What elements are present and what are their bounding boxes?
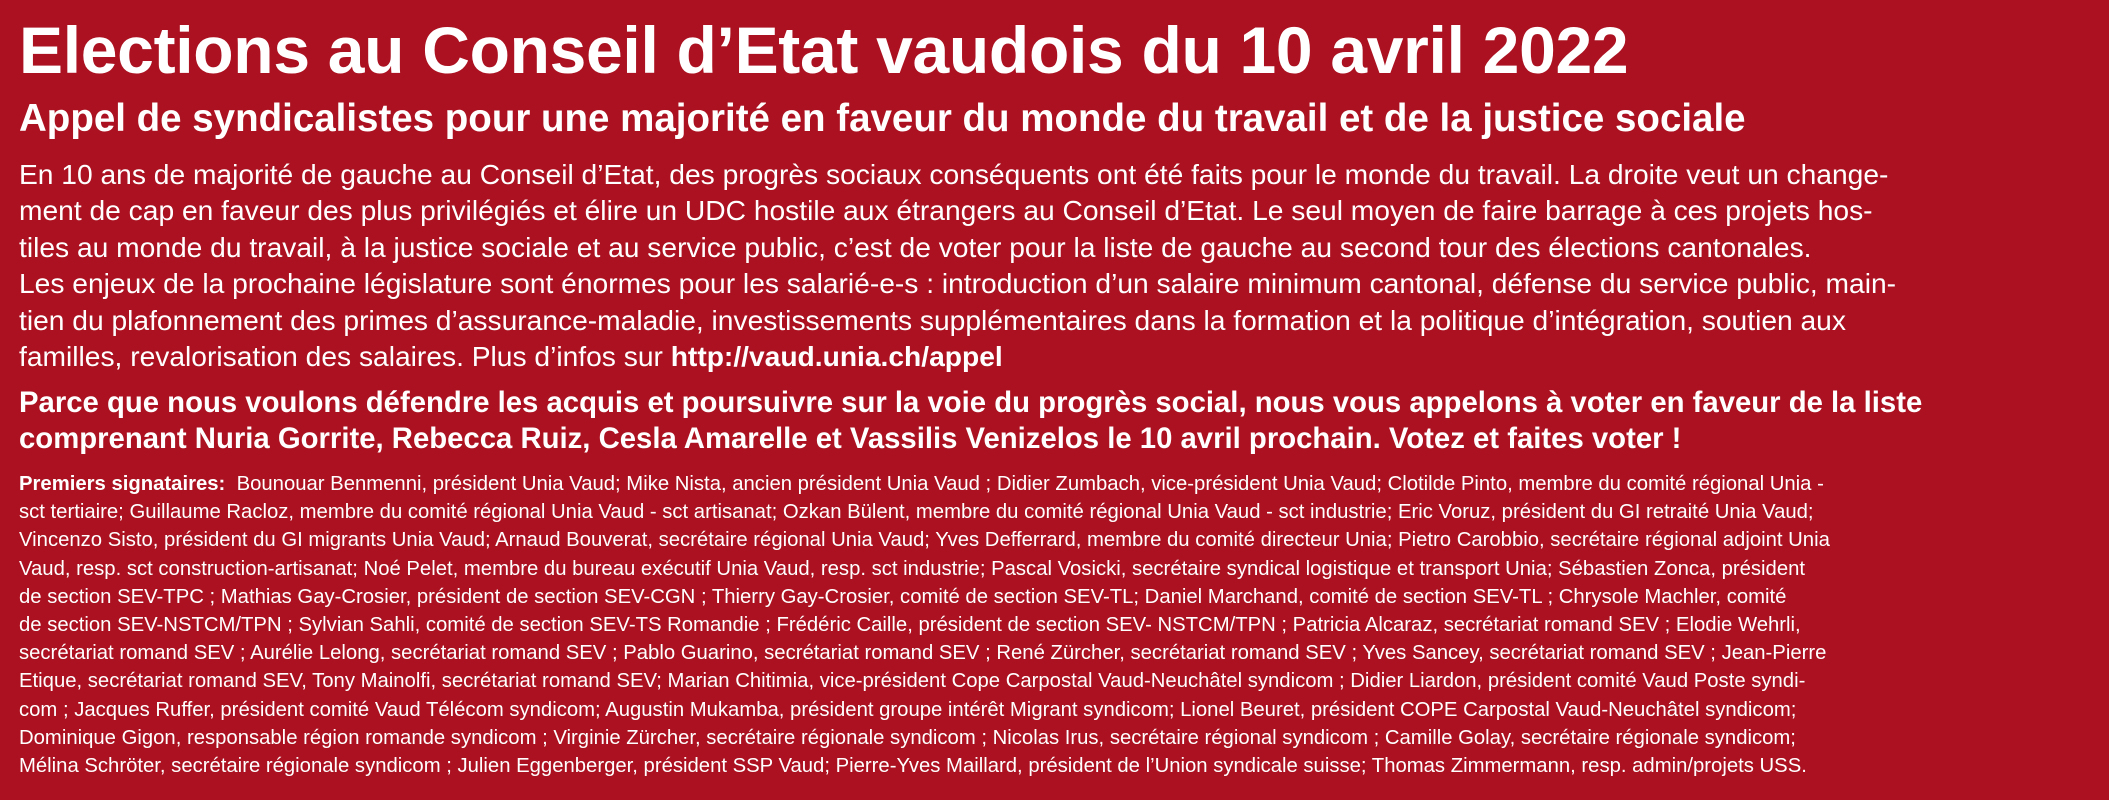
page-title: Elections au Conseil d’Etat vaudois du 10 avril 2022 (19, 13, 1629, 87)
signatories-first-line (19, 470, 2094, 498)
body-line-prefix: familles, revalorisation des salaires. Plus d’infos sur (19, 340, 671, 373)
body-line: Les enjeux de la prochaine législature sont énormes pour les salarié-e-s : introduction d’un salaire minimum cantonal, défense du service public, main- (19, 267, 1897, 300)
signatories-label: Premiers signataires: (19, 473, 226, 495)
body-line-last (19, 338, 2094, 374)
signatories-line: secrétariat romand SEV ; Aurélie Lelong, secrétariat romand SEV ; Pablo Guarino, secrétariat romand SEV ; René Zürcher, secrétariat romand SEV ; Yves Sancey, secrétariat romand SEV ; Jean-Pierre (19, 642, 1827, 665)
signatories-line: de section SEV-NSTCM/TPN ; Sylvian Sahli, comité de section SEV-TS Romandie ; Frédéric Caille, président de section SEV- NSTCM/TPN ; Patricia Alcaraz, secrétariat romand SEV ; Elodie Wehrli, (19, 614, 1801, 637)
appeal-paragraph (19, 385, 2094, 457)
body-paragraph (19, 156, 2094, 374)
body-line: ment de cap en faveur des plus privilégiés et élire un UDC hostile aux étrangers au Conseil d’Etat. Le seul moyen de faire barrage à ces projets hos- (19, 194, 1873, 227)
signatories-text: Bounouar Benmenni, président Unia Vaud; Mike Nista, ancien président Unia Vaud ; Didier Zumbach, vice-président Unia Vaud; Clotilde Pinto, membre du comité régional Unia - (225, 473, 1824, 495)
body-line: En 10 ans de majorité de gauche au Conseil d’Etat, des progrès sociaux conséquents ont été faits pour le monde du travail. La droite veut un change- (19, 158, 1889, 190)
page-subtitle: Appel de syndicalistes pour une majorité en faveur du monde du travail et de la justice sociale (19, 97, 1746, 140)
appeal-line: comprenant Nuria Gorrite, Rebecca Ruiz, Cesla Amarelle et Vassilis Venizelos le 10 avril prochain. Votez et faites voter ! (19, 422, 1682, 455)
info-link[interactable]: http://vaud.unia.ch/appel (670, 340, 1003, 373)
signatories-line: Dominique Gigon, responsable région romande syndicom ; Virginie Zürcher, secrétaire régionale syndicom ; Nicolas Irus, secrétaire régional syndicom ; Camille Golay, secrétaire régionale syndicom; (19, 726, 1796, 749)
signatories-line: com ; Jacques Ruffer, président comité Vaud Télécom syndicom; Augustin Mukamba, président groupe intérêt Migrant syndicom; Lionel Beuret, président COPE Carpostal Vaud-Neuchâtel syndicom; (19, 698, 1797, 721)
body-line: tien du plafonnement des primes d’assurance-maladie, investissements supplémentaires dans la formation et la politique d’intégration, soutien aux (19, 303, 1846, 336)
signatories-line: sct tertiaire; Guillaume Racloz, membre du comité régional Unia Vaud - sct artisanat; Ozkan Bülent, membre du comité régional Unia Vaud - sct industrie; Eric Voruz, président du GI retraité Unia Vaud; (19, 501, 1814, 524)
signatories-line: de section SEV-TPC ; Mathias Gay-Crosier, président de section SEV-CGN ; Thierry Gay-Crosier, comité de section SEV-TL; Daniel Marchand, comité de section SEV-TL ; Chrysole Machler, comité (19, 585, 1787, 608)
signatories-block (19, 470, 2094, 780)
appeal-line: Parce que nous voulons défendre les acquis et poursuivre sur la voie du progrès social, nous vous appelons à voter en faveur de la liste (19, 386, 1923, 419)
signatories-line: Mélina Schröter, secrétaire régionale syndicom ; Julien Eggenberger, président SSP Vaud; Pierre-Yves Maillard, président de l’Union syndicale suisse; Thomas Zimmermann, resp. admin/projets USS. (19, 755, 1807, 778)
body-line: tiles au monde du travail, à la justice sociale et au service public, c’est de voter pour la liste de gauche au second tour des élections cantonales. (19, 230, 1812, 263)
signatories-line: Vaud, resp. sct construction-artisanat; Noé Pelet, membre du bureau exécutif Unia Vaud, resp. sct industrie; Pascal Vosicki, secrétaire syndical logistique et transport Unia; Sébastien Zonca, président (19, 557, 1806, 580)
signatories-line: Etique, secrétariat romand SEV, Tony Mainolfi, secrétariat romand SEV; Marian Chitimia, vice-président Cope Carpostal Vaud-Neuchâtel syndicom ; Didier Liardon, président comité Vaud Poste syndi- (19, 670, 1806, 693)
signatories-line: Vincenzo Sisto, président du GI migrants Unia Vaud; Arnaud Bouverat, secrétaire régional Unia Vaud; Yves Defferrard, membre du comité directeur Unia; Pietro Carobbio, secrétaire régional adjoint Unia (19, 529, 1830, 552)
